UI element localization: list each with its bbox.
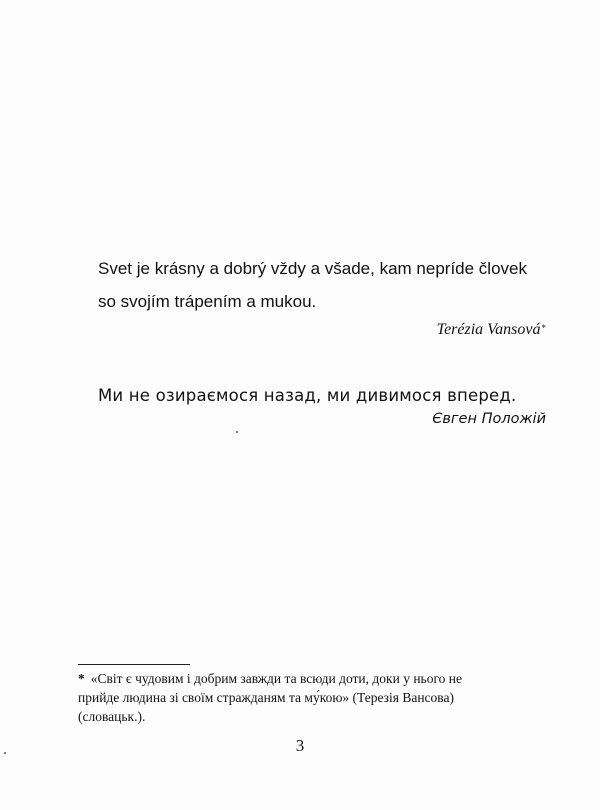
- epigraph-ukrainian: [98, 384, 560, 430]
- footnote-line: прийде людина зі своїм стражданям та му́кою» (Терезія Вансова): [78, 690, 454, 705]
- epigraph-slovak: [98, 252, 560, 341]
- epigraph-line: so svojím trápením a mukou.: [98, 292, 317, 311]
- footnote-reference: *: [541, 323, 546, 333]
- footnote: [78, 669, 562, 726]
- epigraph-line: Ми не озираємося назад, ми дивимося вперед.: [98, 386, 517, 405]
- footnote-line: (словацьк.).: [78, 709, 146, 724]
- footnote-marker: *: [78, 671, 85, 686]
- footnote-text: «Світ є чудовим і добрим завжди та всюди доти, доки у нього не: [90, 671, 462, 686]
- footnote-separator: [78, 664, 190, 665]
- author-name: Terézia Vansová: [436, 321, 541, 338]
- print-speck: [236, 431, 238, 433]
- footnote-line: [78, 669, 562, 688]
- epigraph-line: Svet je krásny a dobrý vždy a všade, kam nepríde človek: [98, 259, 527, 278]
- epigraph-author: [98, 319, 560, 341]
- page-number: 3: [295, 736, 305, 755]
- epigraph-author: [98, 408, 560, 430]
- author-name: Євген Положій: [432, 411, 546, 427]
